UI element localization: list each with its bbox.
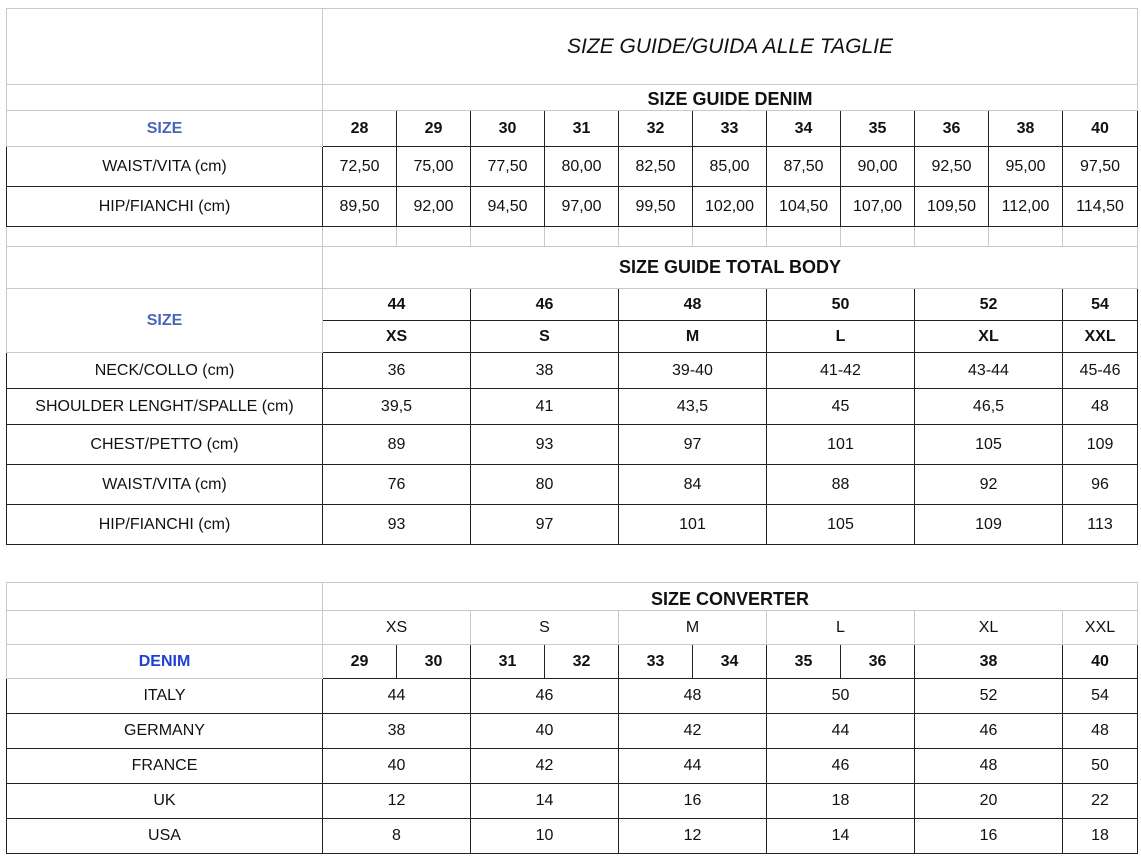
converter-country-label: ITALY [7, 679, 323, 714]
body-size-label: SIZE [7, 289, 323, 353]
converter-denim-size: 36 [841, 645, 915, 679]
converter-value-cell: 12 [619, 819, 767, 854]
converter-value-cell: 38 [323, 714, 471, 749]
denim-size-cell: 31 [545, 111, 619, 147]
converter-value-cell: 46 [471, 679, 619, 714]
spacer-cell [7, 227, 323, 247]
denim-value-cell: 82,50 [619, 147, 693, 187]
denim-value-cell: 107,00 [841, 187, 915, 227]
body-numeric-size: 52 [915, 289, 1063, 321]
body-value-cell: 45-46 [1063, 353, 1138, 389]
denim-heading-spacer [7, 85, 323, 111]
body-letter-size: M [619, 321, 767, 353]
body-value-cell: 80 [471, 465, 619, 505]
denim-value-cell: 109,50 [915, 187, 989, 227]
size-guide-table [6, 8, 1138, 854]
denim-value-cell: 92,50 [915, 147, 989, 187]
body-value-cell: 97 [619, 425, 767, 465]
denim-row-label: WAIST/VITA (cm) [7, 147, 323, 187]
converter-value-cell: 48 [915, 749, 1063, 784]
body-numeric-size: 44 [323, 289, 471, 321]
converter-country-label: USA [7, 819, 323, 854]
body-row-label: CHEST/PETTO (cm) [7, 425, 323, 465]
converter-value-cell: 44 [767, 714, 915, 749]
converter-value-cell: 18 [767, 784, 915, 819]
denim-value-cell: 99,50 [619, 187, 693, 227]
denim-heading: SIZE GUIDE DENIM [323, 85, 1138, 111]
converter-value-cell: 44 [619, 749, 767, 784]
converter-letter-size: XS [323, 611, 471, 645]
denim-value-cell: 85,00 [693, 147, 767, 187]
converter-denim-size: 31 [471, 645, 545, 679]
converter-denim-size: 29 [323, 645, 397, 679]
spacer-cell [841, 227, 915, 247]
body-row-label: WAIST/VITA (cm) [7, 465, 323, 505]
body-value-cell: 39-40 [619, 353, 767, 389]
denim-size-cell: 36 [915, 111, 989, 147]
converter-value-cell: 10 [471, 819, 619, 854]
converter-value-cell: 40 [471, 714, 619, 749]
converter-denim-label: DENIM [7, 645, 323, 679]
converter-denim-size: 33 [619, 645, 693, 679]
converter-value-cell: 44 [323, 679, 471, 714]
body-row-label: NECK/COLLO (cm) [7, 353, 323, 389]
body-value-cell: 105 [767, 505, 915, 545]
denim-size-cell: 35 [841, 111, 915, 147]
denim-value-cell: 77,50 [471, 147, 545, 187]
converter-letter-size: XL [915, 611, 1063, 645]
converter-value-cell: 42 [471, 749, 619, 784]
title-spacer [7, 9, 323, 85]
denim-value-cell: 102,00 [693, 187, 767, 227]
denim-size-cell: 29 [397, 111, 471, 147]
converter-country-label: GERMANY [7, 714, 323, 749]
converter-value-cell: 22 [1063, 784, 1138, 819]
converter-value-cell: 50 [1063, 749, 1138, 784]
converter-country-label: FRANCE [7, 749, 323, 784]
body-value-cell: 101 [619, 505, 767, 545]
converter-value-cell: 14 [767, 819, 915, 854]
body-value-cell: 36 [323, 353, 471, 389]
converter-letter-size: XXL [1063, 611, 1138, 645]
denim-value-cell: 114,50 [1063, 187, 1138, 227]
converter-heading-spacer [7, 583, 323, 611]
converter-value-cell: 16 [915, 819, 1063, 854]
body-letter-size: XS [323, 321, 471, 353]
denim-size-cell: 33 [693, 111, 767, 147]
body-numeric-size: 54 [1063, 289, 1138, 321]
body-value-cell: 101 [767, 425, 915, 465]
converter-heading: SIZE CONVERTER [323, 583, 1138, 611]
converter-letter-size: S [471, 611, 619, 645]
converter-value-cell: 48 [619, 679, 767, 714]
total-body-heading: SIZE GUIDE TOTAL BODY [323, 247, 1138, 289]
body-value-cell: 43,5 [619, 389, 767, 425]
converter-value-cell: 42 [619, 714, 767, 749]
converter-value-cell: 54 [1063, 679, 1138, 714]
converter-value-cell: 46 [767, 749, 915, 784]
body-letter-size: L [767, 321, 915, 353]
body-value-cell: 92 [915, 465, 1063, 505]
converter-value-cell: 52 [915, 679, 1063, 714]
body-heading-spacer [7, 247, 323, 289]
converter-value-cell: 16 [619, 784, 767, 819]
body-value-cell: 88 [767, 465, 915, 505]
body-value-cell: 41 [471, 389, 619, 425]
converter-value-cell: 46 [915, 714, 1063, 749]
denim-value-cell: 87,50 [767, 147, 841, 187]
denim-value-cell: 97,50 [1063, 147, 1138, 187]
denim-value-cell: 95,00 [989, 147, 1063, 187]
denim-value-cell: 89,50 [323, 187, 397, 227]
converter-value-cell: 20 [915, 784, 1063, 819]
body-value-cell: 109 [915, 505, 1063, 545]
size-guide-sheet [6, 8, 1137, 854]
body-letter-size: S [471, 321, 619, 353]
spacer-cell [767, 227, 841, 247]
body-value-cell: 48 [1063, 389, 1138, 425]
converter-value-cell: 40 [323, 749, 471, 784]
body-value-cell: 41-42 [767, 353, 915, 389]
spacer-cell [323, 227, 397, 247]
denim-size-cell: 32 [619, 111, 693, 147]
body-value-cell: 97 [471, 505, 619, 545]
body-value-cell: 96 [1063, 465, 1138, 505]
converter-country-label: UK [7, 784, 323, 819]
body-value-cell: 43-44 [915, 353, 1063, 389]
body-row-label: HIP/FIANCHI (cm) [7, 505, 323, 545]
converter-denim-size: 34 [693, 645, 767, 679]
spacer-cell [471, 227, 545, 247]
body-numeric-size: 46 [471, 289, 619, 321]
body-value-cell: 109 [1063, 425, 1138, 465]
denim-size-cell: 38 [989, 111, 1063, 147]
denim-value-cell: 94,50 [471, 187, 545, 227]
section-gap [7, 545, 1138, 583]
converter-denim-size: 32 [545, 645, 619, 679]
denim-size-cell: 40 [1063, 111, 1138, 147]
spacer-cell [693, 227, 767, 247]
converter-denim-size: 35 [767, 645, 841, 679]
denim-value-cell: 90,00 [841, 147, 915, 187]
body-value-cell: 113 [1063, 505, 1138, 545]
denim-size-cell: 30 [471, 111, 545, 147]
denim-value-cell: 92,00 [397, 187, 471, 227]
body-value-cell: 39,5 [323, 389, 471, 425]
converter-value-cell: 8 [323, 819, 471, 854]
denim-size-cell: 28 [323, 111, 397, 147]
denim-value-cell: 104,50 [767, 187, 841, 227]
converter-value-cell: 12 [323, 784, 471, 819]
converter-value-cell: 48 [1063, 714, 1138, 749]
body-value-cell: 46,5 [915, 389, 1063, 425]
converter-value-cell: 18 [1063, 819, 1138, 854]
denim-value-cell: 112,00 [989, 187, 1063, 227]
spacer-cell [915, 227, 989, 247]
converter-value-cell: 50 [767, 679, 915, 714]
spacer-cell [989, 227, 1063, 247]
spacer-cell [397, 227, 471, 247]
converter-denim-size: 40 [1063, 645, 1138, 679]
body-letter-size: XL [915, 321, 1063, 353]
body-numeric-size: 50 [767, 289, 915, 321]
converter-denim-size: 38 [915, 645, 1063, 679]
body-row-label: SHOULDER LENGHT/SPALLE (cm) [7, 389, 323, 425]
spacer-cell [619, 227, 693, 247]
converter-value-cell: 14 [471, 784, 619, 819]
body-value-cell: 84 [619, 465, 767, 505]
converter-letter-size: L [767, 611, 915, 645]
body-value-cell: 93 [323, 505, 471, 545]
denim-value-cell: 80,00 [545, 147, 619, 187]
denim-size-label: SIZE [7, 111, 323, 147]
denim-value-cell: 72,50 [323, 147, 397, 187]
body-value-cell: 38 [471, 353, 619, 389]
body-value-cell: 76 [323, 465, 471, 505]
denim-size-cell: 34 [767, 111, 841, 147]
body-value-cell: 93 [471, 425, 619, 465]
spacer-cell [1063, 227, 1138, 247]
body-numeric-size: 48 [619, 289, 767, 321]
converter-letter-spacer [7, 611, 323, 645]
denim-value-cell: 97,00 [545, 187, 619, 227]
denim-value-cell: 75,00 [397, 147, 471, 187]
body-value-cell: 45 [767, 389, 915, 425]
page-title: SIZE GUIDE/GUIDA ALLE TAGLIE [323, 9, 1138, 85]
denim-row-label: HIP/FIANCHI (cm) [7, 187, 323, 227]
body-value-cell: 105 [915, 425, 1063, 465]
body-letter-size: XXL [1063, 321, 1138, 353]
converter-letter-size: M [619, 611, 767, 645]
spacer-cell [545, 227, 619, 247]
body-value-cell: 89 [323, 425, 471, 465]
converter-denim-size: 30 [397, 645, 471, 679]
